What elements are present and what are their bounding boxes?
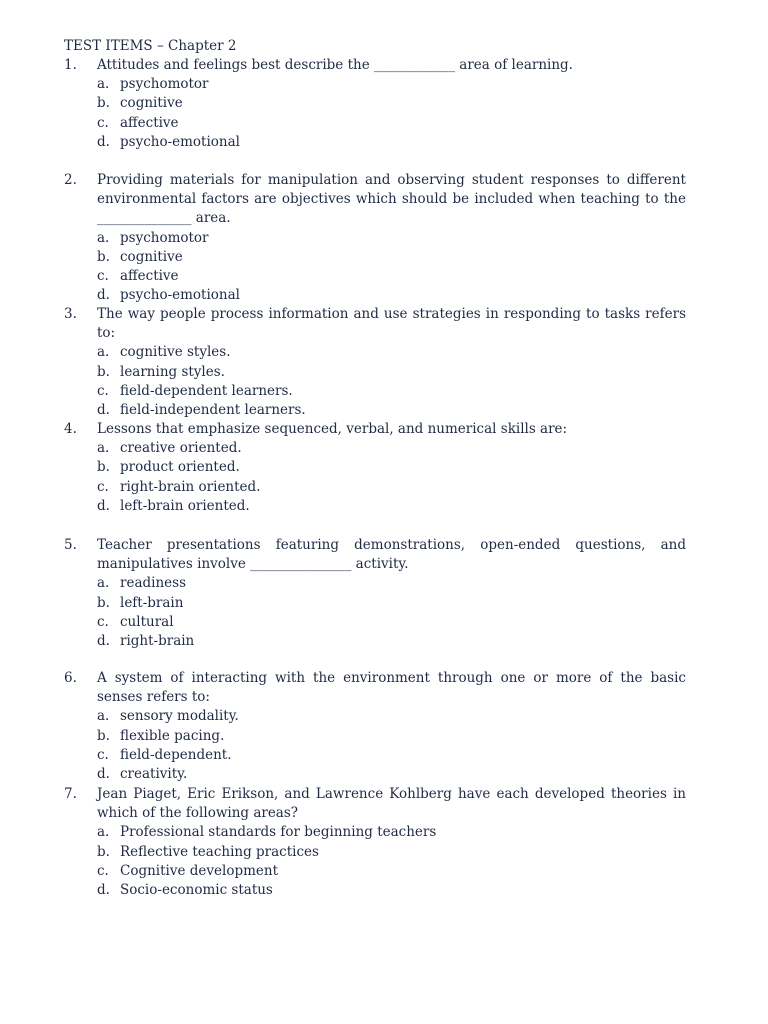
option-letter: c. bbox=[97, 267, 109, 284]
option-text: right-brain oriented. bbox=[120, 478, 261, 495]
option-text: field-dependent learners. bbox=[120, 382, 293, 399]
question-7 bbox=[64, 785, 686, 900]
answer-option-c bbox=[64, 114, 686, 133]
question-4 bbox=[64, 420, 686, 516]
option-letter: a. bbox=[97, 575, 110, 592]
answer-options bbox=[64, 707, 686, 784]
question-6 bbox=[64, 669, 686, 784]
option-letter: d. bbox=[97, 632, 110, 649]
option-letter: b. bbox=[97, 843, 110, 860]
option-letter: a. bbox=[97, 76, 110, 93]
answer-option-d bbox=[64, 881, 686, 900]
question-text: Lessons that emphasize sequenced, verbal, and numerical skills are: bbox=[97, 421, 568, 437]
option-letter: d. bbox=[97, 133, 110, 150]
answer-option-b bbox=[64, 363, 686, 382]
option-text: learning styles. bbox=[120, 363, 225, 380]
answer-option-b bbox=[64, 458, 686, 477]
option-letter: a. bbox=[97, 229, 110, 246]
question-number: 3. bbox=[64, 306, 77, 322]
option-text: cognitive bbox=[120, 248, 183, 265]
option-text: product oriented. bbox=[120, 459, 240, 476]
answer-option-c bbox=[64, 382, 686, 401]
answer-option-d bbox=[64, 133, 686, 152]
answer-option-b bbox=[64, 594, 686, 613]
option-letter: b. bbox=[97, 248, 110, 265]
question-number: 4. bbox=[64, 421, 77, 437]
question-5 bbox=[64, 536, 686, 651]
option-letter: d. bbox=[97, 765, 110, 782]
answer-options bbox=[64, 75, 686, 152]
answer-option-c bbox=[64, 746, 686, 765]
option-text: Professional standards for beginning teachers bbox=[120, 824, 437, 841]
answer-option-c bbox=[64, 613, 686, 632]
question-3 bbox=[64, 305, 686, 420]
answer-option-b bbox=[64, 727, 686, 746]
answer-option-a bbox=[64, 439, 686, 458]
option-text: field-dependent. bbox=[120, 746, 232, 763]
option-text: creativity. bbox=[120, 765, 188, 782]
answer-option-a bbox=[64, 343, 686, 362]
option-text: Socio-economic status bbox=[120, 881, 273, 898]
option-text: field-independent learners. bbox=[120, 401, 306, 418]
option-letter: d. bbox=[97, 881, 110, 898]
option-text: cognitive bbox=[120, 95, 183, 112]
answer-option-a bbox=[64, 574, 686, 593]
answer-option-a bbox=[64, 75, 686, 94]
question-number: 1. bbox=[64, 57, 77, 73]
option-letter: c. bbox=[97, 862, 109, 879]
answer-options bbox=[64, 823, 686, 900]
answer-option-a bbox=[64, 823, 686, 842]
answer-option-c bbox=[64, 478, 686, 497]
answer-option-d bbox=[64, 286, 686, 305]
question-text: Jean Piaget, Eric Erikson, and Lawrence Kohlberg have each developed theories in which of the following areas? bbox=[97, 786, 686, 822]
question-number: 5. bbox=[64, 537, 77, 553]
option-letter: c. bbox=[97, 746, 109, 763]
question-text: Teacher presentations featuring demonstrations, open-ended questions, and manipulatives involve _______________ activity. bbox=[97, 537, 686, 573]
question-number: 7. bbox=[64, 786, 77, 802]
answer-option-d bbox=[64, 497, 686, 516]
option-letter: c. bbox=[97, 114, 109, 131]
option-text: psychomotor bbox=[120, 76, 209, 93]
option-letter: b. bbox=[97, 459, 110, 476]
option-text: left-brain bbox=[120, 594, 184, 611]
option-letter: c. bbox=[97, 382, 109, 399]
option-text: readiness bbox=[120, 575, 186, 592]
answer-option-b bbox=[64, 843, 686, 862]
option-letter: d. bbox=[97, 497, 110, 514]
option-text: psycho-emotional bbox=[120, 287, 240, 304]
option-letter: a. bbox=[97, 344, 110, 361]
option-text: cultural bbox=[120, 613, 174, 630]
option-text: psycho-emotional bbox=[120, 133, 240, 150]
option-text: flexible pacing. bbox=[120, 727, 225, 744]
option-letter: d. bbox=[97, 287, 110, 304]
option-letter: b. bbox=[97, 363, 110, 380]
option-text: psychomotor bbox=[120, 229, 209, 246]
question-text: The way people process information and use strategies in responding to tasks refers to: bbox=[97, 306, 686, 342]
answer-options bbox=[64, 574, 686, 651]
option-letter: b. bbox=[97, 727, 110, 744]
answer-option-d bbox=[64, 632, 686, 651]
answer-option-a bbox=[64, 229, 686, 248]
option-text: affective bbox=[120, 267, 179, 284]
question-1 bbox=[64, 56, 686, 152]
option-text: right-brain bbox=[120, 632, 195, 649]
option-letter: a. bbox=[97, 440, 110, 457]
answer-option-d bbox=[64, 401, 686, 420]
option-text: Cognitive development bbox=[120, 862, 279, 879]
answer-option-a bbox=[64, 707, 686, 726]
option-letter: c. bbox=[97, 613, 109, 630]
answer-options bbox=[64, 343, 686, 420]
option-text: sensory modality. bbox=[120, 708, 239, 725]
document-title: TEST ITEMS – Chapter 2 bbox=[64, 38, 237, 54]
option-letter: a. bbox=[97, 824, 110, 841]
answer-option-c bbox=[64, 267, 686, 286]
answer-option-b bbox=[64, 248, 686, 267]
option-text: Reflective teaching practices bbox=[120, 843, 319, 860]
option-letter: b. bbox=[97, 594, 110, 611]
option-letter: a. bbox=[97, 708, 110, 725]
option-text: left-brain oriented. bbox=[120, 497, 250, 514]
option-letter: b. bbox=[97, 95, 110, 112]
answer-options bbox=[64, 229, 686, 306]
question-number: 6. bbox=[64, 670, 77, 686]
question-2 bbox=[64, 171, 686, 305]
option-letter: d. bbox=[97, 401, 110, 418]
answer-option-d bbox=[64, 765, 686, 784]
answer-option-c bbox=[64, 862, 686, 881]
question-number: 2. bbox=[64, 172, 77, 188]
option-text: cognitive styles. bbox=[120, 344, 231, 361]
question-text: Attitudes and feelings best describe the ____________ area of learning. bbox=[97, 57, 573, 73]
option-letter: c. bbox=[97, 478, 109, 495]
option-text: affective bbox=[120, 114, 179, 131]
answer-options bbox=[64, 439, 686, 516]
question-text: A system of interacting with the environment through one or more of the basic senses refers to: bbox=[97, 670, 686, 706]
option-text: creative oriented. bbox=[120, 440, 242, 457]
question-text: Providing materials for manipulation and observing student responses to different environmental factors are objectives which should be included when teaching to the ______________ area. bbox=[97, 172, 686, 227]
answer-option-b bbox=[64, 94, 686, 113]
